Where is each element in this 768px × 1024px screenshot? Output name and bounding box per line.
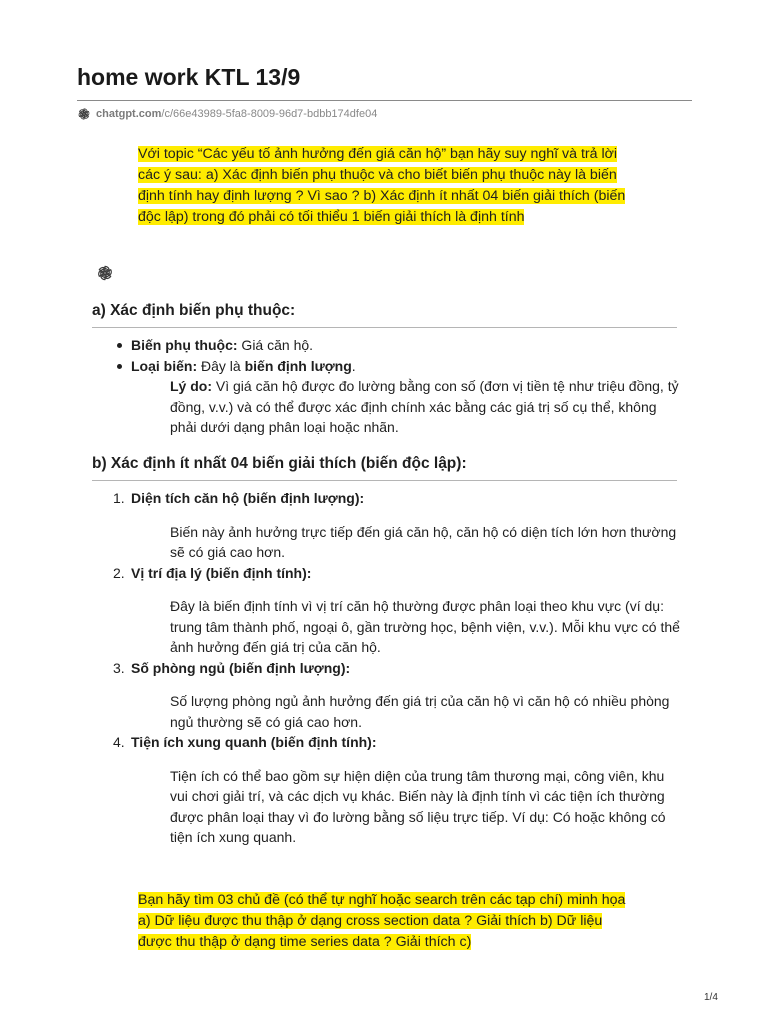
item-description: Tiện ích có thể bao gồm sự hiện diện của trung tâm thương mại, công viên, khu vui chơi giải trí, và các dịch vụ khác. Biến này là định tính vì các tiện ích thường được phân loại thay vì đo lường bằng số liệu trực tiếp. Ví dụ: Có hoặc không có tiện ích xung quanh.	[170, 767, 666, 845]
section-a-divider	[92, 327, 677, 328]
item-number: 4.	[113, 734, 125, 750]
source-domain: chatgpt.com	[96, 108, 162, 120]
section-a-heading: a) Xác định biến phụ thuộc:	[92, 302, 296, 319]
user-message-text: Bạn hãy tìm 03 chủ đề (có thể tự nghĩ hoặc search trên các tạp chí) minh họa a) Dữ liệu được thu thập ở dạng cross section data ? Giải thích b) Dữ liệu được thu thập ở dạng time series data ? Giải thích c)	[138, 892, 626, 950]
item-label: Biến phụ thuộc:	[131, 337, 238, 353]
item-number: 2.	[113, 564, 125, 581]
item-title: Diện tích căn hộ (biến định lượng):	[131, 490, 365, 506]
reason-label: Lý do:	[170, 378, 212, 394]
document-title: home work KTL 13/9	[77, 64, 301, 90]
source-link[interactable]	[77, 107, 377, 121]
item-label: Loại biến:	[131, 357, 198, 374]
list-item	[112, 335, 682, 356]
chatgpt-logo-icon	[96, 264, 114, 282]
list-item	[112, 563, 682, 658]
section-b-list	[112, 488, 682, 848]
user-message	[138, 890, 638, 953]
item-title: Tiện ích xung quanh (biến định tính):	[131, 734, 377, 750]
item-number: 1.	[113, 490, 125, 506]
item-description: Biến này ảnh hưởng trực tiếp đến giá căn hộ, căn hộ có diện tích lớn hơn thường sẽ có giá cao hơn.	[170, 523, 677, 560]
section-b-divider	[92, 480, 677, 481]
item-number: 3.	[113, 659, 125, 676]
user-message-text: Với topic “Các yếu tố ảnh hưởng đến giá căn hộ” bạn hãy suy nghĩ và trả lời các ý sau: a) Xác định biến phụ thuộc và cho biết biến phụ thuộc này là biến định tính hay định lượng ? Vì sao ? b) Xác định ít nhất 04 biến giải thích (biến độc lập) trong đó phải có tối thiểu 1 biến giải thích là định tính	[138, 146, 626, 225]
source-path: /c/66e43989-5fa8-8009-96d7-bdbb174dfe04	[161, 108, 378, 120]
page-number: 1/4	[704, 992, 718, 1003]
user-message	[138, 144, 638, 228]
item-title: Số phòng ngủ (biến định lượng):	[131, 659, 351, 676]
item-text: .	[351, 357, 356, 374]
reason-paragraph	[131, 376, 682, 438]
chatgpt-logo-icon	[77, 107, 91, 121]
item-text: Giá căn hộ.	[237, 337, 314, 353]
reason-text: Vì giá căn hộ được đo lường bằng con số (đơn vị tiền tệ như triệu đồng, tỷ đồng, v.v.) và có thể được xác định chính xác bằng các giá trị số cụ thể, không phải dưới dạng phân loại hoặc nhãn.	[170, 378, 679, 435]
title-divider	[77, 100, 692, 101]
list-item	[112, 356, 682, 438]
item-bold-text: biến định lượng	[244, 357, 352, 374]
item-title: Vị trí địa lý (biến định tính):	[131, 564, 312, 581]
list-item	[112, 488, 682, 563]
item-text: Đây là	[197, 357, 245, 374]
section-b-heading: b) Xác định ít nhất 04 biến giải thích (biến độc lập):	[92, 455, 467, 472]
section-a-list	[112, 335, 682, 438]
list-item	[112, 732, 682, 848]
list-item	[112, 658, 682, 733]
item-description: Đây là biến định tính vì vị trí căn hộ thường được phân loại theo khu vực (ví dụ: trung tâm thành phố, ngoại ô, gần trường học, bệnh viện, v.v.). Mỗi khu vực có thể ảnh hưởng đến giá trị của căn hộ.	[170, 598, 680, 655]
item-description: Số lượng phòng ngủ ảnh hưởng đến giá trị của căn hộ vì căn hộ có nhiều phòng ngủ thường sẽ có giá cao hơn.	[170, 693, 670, 730]
